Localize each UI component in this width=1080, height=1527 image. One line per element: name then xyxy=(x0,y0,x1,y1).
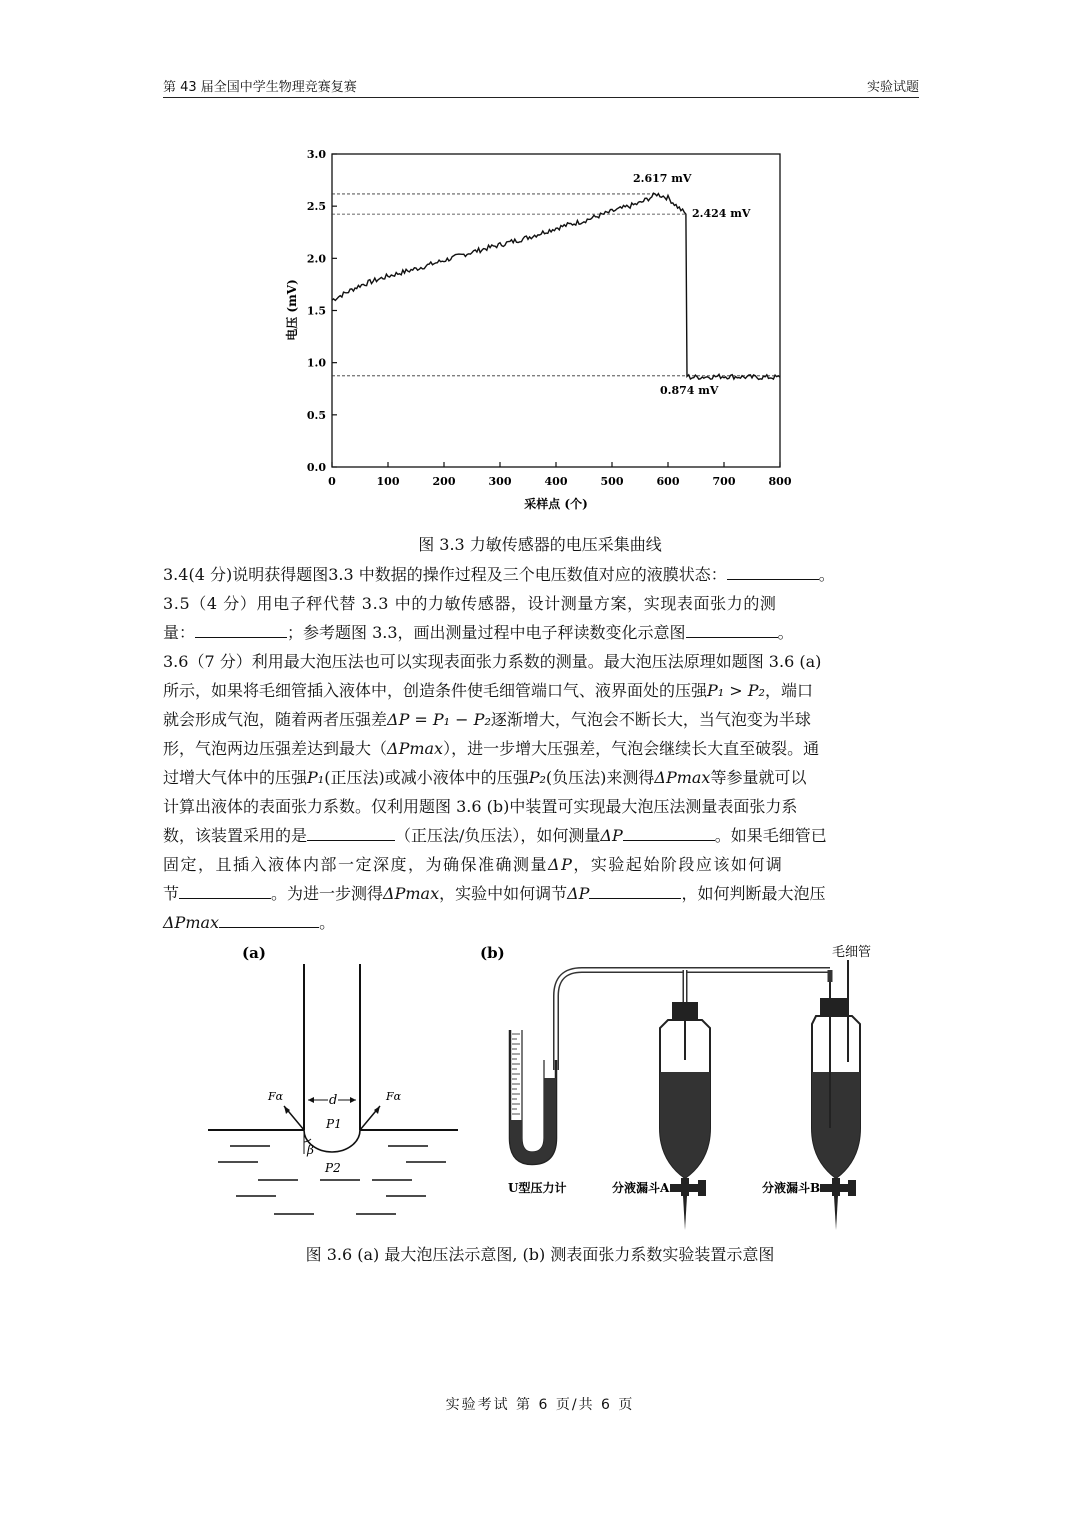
y-tick-label: 2.5 xyxy=(306,200,326,214)
plot-frame xyxy=(332,154,780,467)
question-3-6-line6: 计算出液体的表面张力系数。仅利用题图 3.6 (b)中装置可实现最大泡压法测量表面张力系 xyxy=(163,797,798,816)
liquid-lines xyxy=(218,1146,446,1214)
question-3-6-line9: 节 。为进一步测得ΔPmax，实验中如何调节ΔP ，如何判断最大泡压 xyxy=(163,884,826,903)
answer-blank[interactable] xyxy=(727,565,819,580)
y-tick-label: 2.0 xyxy=(306,252,326,266)
label-funnel-b: 分液漏斗B xyxy=(762,1181,821,1195)
answer-blank[interactable] xyxy=(623,826,715,841)
y-tick-label: 1.5 xyxy=(306,304,326,318)
x-tick-label: 100 xyxy=(376,475,400,488)
x-tick-label: 600 xyxy=(656,475,680,488)
funnel-a xyxy=(660,1002,710,1230)
answer-blank[interactable] xyxy=(307,826,395,841)
label-p1: P1 xyxy=(326,1117,342,1131)
annotation-peak: 2.617 mV xyxy=(633,172,692,185)
answer-blank[interactable] xyxy=(589,884,681,899)
x-tick-label: 400 xyxy=(544,475,568,488)
header-rule xyxy=(163,97,919,98)
label-capillary: 毛细管 xyxy=(832,945,872,960)
question-3-6-line2: 所示，如果将毛细管插入液体中，创造条件使毛细管端口气、液界面处的压强P₁ > P₂，端口 xyxy=(163,681,813,700)
label-d: d xyxy=(329,1093,338,1108)
voltage-chart xyxy=(280,140,800,520)
figure-3-3-caption: 图 3.3 力敏传感器的电压采集曲线 xyxy=(418,535,662,554)
x-tick-label: 200 xyxy=(432,475,456,488)
question-3-6-line8: 固定，且插入液体内部一定深度，为确保准确测量ΔP，实验起始阶段应该如何调 xyxy=(163,855,784,874)
answer-blank[interactable] xyxy=(219,913,319,928)
header-right: 实验试题 xyxy=(866,80,919,95)
annotation-drop: 2.424 mV xyxy=(692,207,751,220)
question-3-5-line2: 量： ；参考题图 3.3，画出测量过程中电子秤读数变化示意图 。 xyxy=(163,623,794,642)
figure-3-6b xyxy=(470,940,900,1230)
y-tick-label: 0.5 xyxy=(306,408,326,422)
question-3-6-line10: ΔPmax 。 xyxy=(163,913,336,932)
question-3-5-line1: 3.5（4 分）用电子秤代替 3.3 中的力敏传感器，设计测量方案，实现表面张力的测 xyxy=(163,594,777,613)
question-body xyxy=(163,560,919,937)
answer-blank[interactable] xyxy=(195,623,287,638)
label-beta: β xyxy=(307,1143,314,1157)
x-tick-label: 300 xyxy=(488,475,512,488)
label-fa-left: Fα xyxy=(268,1090,284,1103)
question-3-6-line7: 数，该装置采用的是 （正压法/负压法），如何测量ΔP 。如果毛细管已 xyxy=(163,826,827,845)
page-header xyxy=(163,76,919,96)
figure-3-6a xyxy=(200,940,470,1230)
label-u-gauge: U型压力计 xyxy=(508,1181,567,1195)
x-tick-label: 700 xyxy=(712,475,736,488)
y-tick-label: 0.0 xyxy=(306,461,326,474)
x-tick-label: 800 xyxy=(768,475,792,488)
label-fa-right: Fα xyxy=(386,1090,402,1103)
answer-blank[interactable] xyxy=(686,623,778,638)
page-footer: 实验考试 第 6 页/共 6 页 xyxy=(445,1397,635,1413)
label-b: (b) xyxy=(480,944,505,962)
x-tick-label: 500 xyxy=(600,475,624,488)
x-tick-label: 0 xyxy=(328,475,336,488)
y-axis-label: 电压 (mV) xyxy=(285,279,299,341)
question-3-6-line5: 过增大气体中的压强P₁(正压法)或减小液体中的压强P₂(负压法)来测得ΔPmax等参量就可以 xyxy=(163,768,807,787)
y-tick-label: 3.0 xyxy=(306,148,326,161)
answer-blank[interactable] xyxy=(179,884,271,899)
question-3-6-line4: 形，气泡两边压强差达到最大（ΔPmax），进一步增大压强差，气泡会继续长大直至破裂。通 xyxy=(163,739,820,758)
label-funnel-a: 分液漏斗A xyxy=(612,1181,670,1195)
x-axis-label: 采样点 (个) xyxy=(524,497,588,511)
label-p2: P2 xyxy=(325,1161,341,1175)
annotation-base: 0.874 mV xyxy=(660,384,719,397)
y-tick-label: 1.0 xyxy=(306,356,326,370)
header-left: 第 43 届全国中学生物理竞赛复赛 xyxy=(163,80,357,95)
figure-3-6-caption: 图 3.6 (a) 最大泡压法示意图, (b) 测表面张力系数实验装置示意图 xyxy=(305,1245,775,1264)
question-3-6-line3: 就会形成气泡，随着两者压强差ΔP = P₁ − P₂逐渐增大，气泡会不断长大，当气泡变为半球 xyxy=(163,710,811,729)
voltage-curve xyxy=(332,193,780,379)
question-3-6-line1: 3.6（7 分）利用最大泡压法也可以实现表面张力系数的测量。最大泡压法原理如题图 3.6 (a) xyxy=(163,652,822,671)
question-3-4: 3.4(4 分)说明获得题图3.3 中数据的操作过程及三个电压数值对应的液膜状态： 。 xyxy=(163,565,835,584)
label-a: (a) xyxy=(242,944,266,962)
